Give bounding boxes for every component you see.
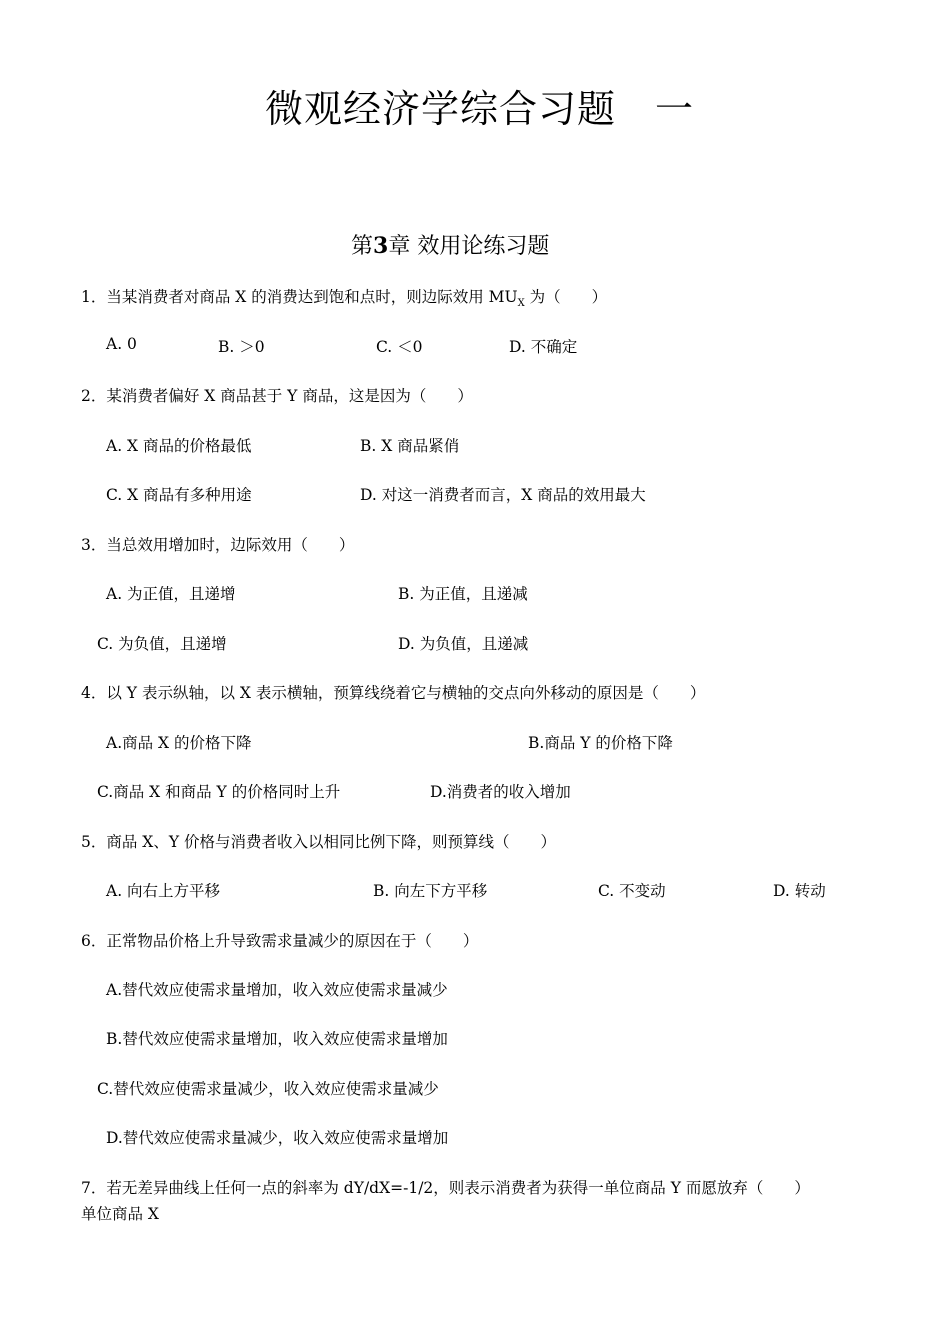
document-title: 微观经济学综合习题 一 — [265, 87, 695, 131]
question-6-option-d: D.替代效应使需求量减少，收入效应使需求量增加 — [106, 1129, 449, 1147]
question-6-stem: 6．正常物品价格上升导致需求量减少的原因在于（ ） — [81, 932, 479, 950]
question-2-option-d: D. 对这一消费者而言，X 商品的效用最大 — [360, 486, 646, 504]
chapter-heading — [351, 229, 549, 260]
question-4-option-a: A.商品 X 的价格下降 — [106, 734, 252, 752]
question-3-option-a: A. 为正值，且递增 — [106, 585, 236, 603]
question-2-option-b: B. X 商品紧俏 — [360, 437, 460, 455]
question-1-subscript: X — [517, 298, 525, 310]
chapter-suffix: 章 效用论练习题 — [388, 234, 550, 259]
question-5-option-d: D. 转动 — [773, 882, 826, 900]
question-3-option-d: D. 为负值，且递减 — [398, 635, 529, 653]
question-4-option-b: B.商品 Y 的价格下降 — [528, 734, 673, 752]
question-5-stem: 5．商品 X、Y 价格与消费者收入以相同比例下降，则预算线（ ） — [81, 833, 556, 851]
question-6-option-a: A.替代效应使需求量增加，收入效应使需求量减少 — [106, 981, 448, 999]
question-4-option-c: C.商品 X 和商品 Y 的价格同时上升 — [97, 783, 341, 801]
question-5-option-a: A. 向右上方平移 — [106, 882, 221, 900]
chapter-number: 3 — [373, 233, 389, 259]
question-3-option-c: C. 为负值，且递增 — [97, 635, 227, 653]
question-3-stem: 3．当总效用增加时，边际效用（ ） — [81, 536, 355, 554]
question-4-option-d: D.消费者的收入增加 — [430, 783, 571, 801]
chapter-prefix: 第 — [351, 234, 374, 259]
question-7-stem-continued: 单位商品 X — [81, 1205, 159, 1223]
question-5-option-b: B. 向左下方平移 — [373, 882, 488, 900]
question-7-stem: 7．若无差异曲线上任何一点的斜率为 dY/dX=-1/2，则表示消费者为获得一单位商品 Y 而愿放弃（ ） — [81, 1179, 810, 1197]
question-1-option-d: D. 不确定 — [509, 338, 578, 356]
question-1-option-b: B. ＞0 — [218, 338, 265, 356]
question-4-stem: 4．以 Y 表示纵轴，以 X 表示横轴，预算线绕着它与横轴的交点向外移动的原因是（ ） — [81, 684, 706, 702]
question-3-option-b: B. 为正值，且递减 — [398, 585, 528, 603]
question-1-option-c: C. ＜0 — [376, 338, 423, 356]
question-2-option-a: A. X 商品的价格最低 — [106, 437, 252, 455]
question-2-option-c: C. X 商品有多种用途 — [106, 486, 252, 504]
question-1-option-a: A. 0 — [106, 335, 137, 353]
question-1-text-end: 为（ ） — [524, 288, 608, 306]
question-5-option-c: C. 不变动 — [598, 882, 666, 900]
question-2-stem: 2．某消费者偏好 X 商品甚于 Y 商品，这是因为（ ） — [81, 387, 473, 405]
question-6-option-c: C.替代效应使需求量减少，收入效应使需求量减少 — [97, 1080, 439, 1098]
question-6-option-b: B.替代效应使需求量增加，收入效应使需求量增加 — [106, 1030, 448, 1048]
question-1-stem — [81, 285, 607, 309]
question-1-text: 1．当某消费者对商品 X 的消费达到饱和点时，则边际效用 MU — [81, 288, 518, 306]
